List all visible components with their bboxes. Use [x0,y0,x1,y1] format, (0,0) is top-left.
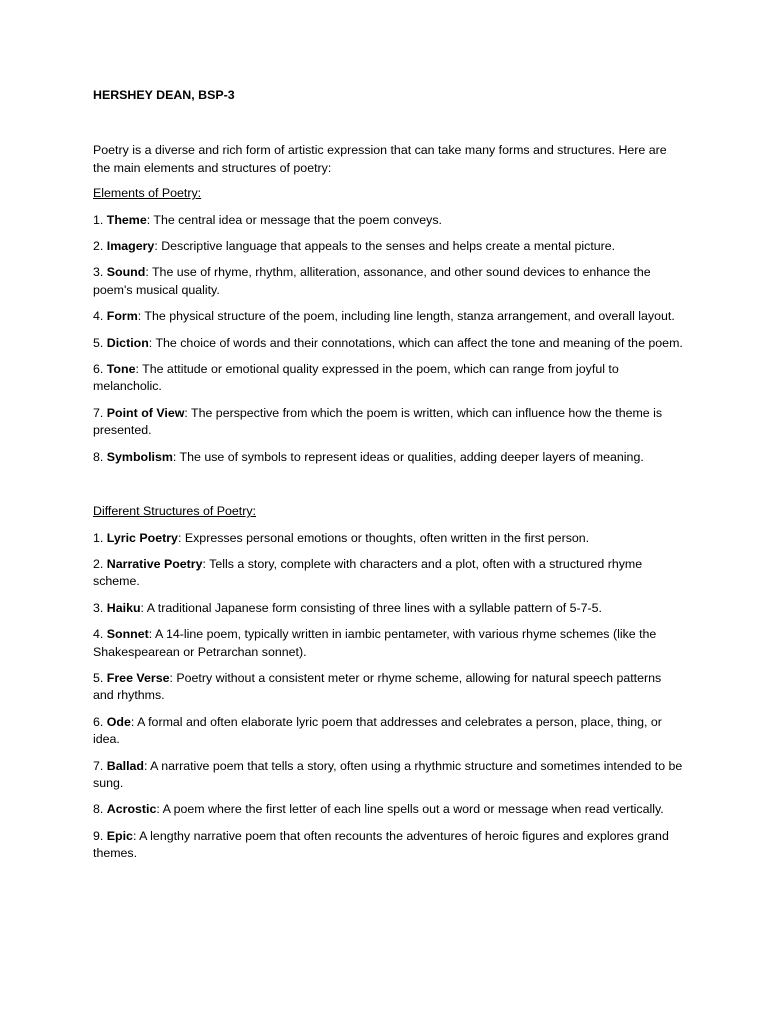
item-description: : Poetry without a consistent meter or rhyme scheme, allowing for natural speech patterns and rhythms. [93,670,662,703]
elements-heading: Elements of Poetry: [93,186,202,201]
item-description: : The perspective from which the poem is written, which can influence how the theme is presented. [93,405,663,438]
list-item [93,449,683,466]
list-item [93,238,683,255]
item-term: Diction [106,335,149,350]
section-spacer [93,475,683,503]
item-description: : The use of symbols to represent ideas or qualities, adding deeper layers of meaning. [172,449,644,464]
intro-paragraph: Poetry is a diverse and rich form of artistic expression that can take many forms and structures. Here are the main elements and structures of poetry: [93,143,667,175]
list-item [93,212,683,229]
list-item [93,714,683,749]
list-item [93,308,683,325]
item-description: : The use of rhyme, rhythm, alliteration, assonance, and other sound devices to enhance the poem's musical quality. [93,265,651,297]
item-description: : The choice of words and their connotations, which can affect the tone and meaning of the poem. [148,335,683,350]
item-term: Tone [106,362,136,377]
item-term: Theme [106,212,147,227]
item-term: Sound [106,265,146,280]
list-item [93,758,683,793]
list-item [93,264,683,299]
item-number: 7. [93,405,107,420]
elements-list [93,212,683,466]
item-term: Epic [106,828,133,843]
item-number: 2. [93,239,107,254]
item-number: 5. [93,670,107,685]
item-description: : A narrative poem that tells a story, often using a rhythmic structure and sometimes intended to be sung. [93,758,683,790]
item-term: Sonnet [106,627,149,642]
list-item [93,361,683,396]
list-item [93,600,683,617]
item-description: : Tells a story, complete with characters and a plot, often with a structured rhyme scheme. [93,556,643,589]
item-description: : The attitude or emotional quality expressed in the poem, which can range from joyful to melancholic. [93,362,619,394]
item-number: 4. [93,309,107,324]
document-page [93,87,683,872]
item-description: : Descriptive language that appeals to the senses and helps create a mental picture. [154,239,616,254]
structures-list [93,530,683,863]
item-term: Symbolism [106,449,173,464]
item-description: : A 14-line poem, typically written in iambic pentameter, with various rhyme schemes (like the Shakespearean or Petrarchan sonnet). [93,627,657,659]
item-number: 7. [93,758,107,773]
list-item [93,335,683,352]
item-description: : A formal and often elaborate lyric poem that addresses and celebrates a person, place, thing, or idea. [93,714,662,747]
list-item [93,405,683,440]
item-number: 5. [93,335,107,350]
structures-heading: Different Structures of Poetry: [93,504,256,519]
list-item [93,556,683,591]
item-description: : The physical structure of the poem, including line length, stanza arrangement, and overall layout. [137,309,675,324]
item-term: Ballad [106,758,144,773]
item-term: Ode [106,714,131,729]
item-term: Narrative Poetry [106,556,203,571]
item-number: 1. [93,212,107,227]
list-item [93,670,683,705]
list-item [93,801,683,818]
item-term: Haiku [106,600,141,615]
item-number: 8. [93,802,107,817]
list-item [93,530,683,547]
item-number: 3. [93,600,107,615]
item-term: Free Verse [106,670,170,685]
item-number: 6. [93,714,107,729]
item-term: Imagery [106,239,155,254]
item-description: : A traditional Japanese form consisting of three lines with a syllable pattern of 5-7-5. [140,600,602,615]
item-term: Acrostic [106,802,157,817]
item-number: 8. [93,449,107,464]
item-number: 2. [93,556,107,571]
author-line: HERSHEY DEAN, BSP-3 [93,88,235,102]
item-number: 1. [93,530,107,545]
item-description: : A lengthy narrative poem that often recounts the adventures of heroic figures and explores grand themes. [93,828,669,861]
item-term: Lyric Poetry [106,530,178,545]
item-description: : Expresses personal emotions or thoughts, often written in the first person. [177,530,590,545]
item-number: 9. [93,828,107,843]
item-term: Form [106,309,138,324]
item-number: 4. [93,627,107,642]
item-number: 3. [93,265,107,280]
item-term: Point of View [106,405,185,420]
list-item [93,626,683,661]
item-description: : The central idea or message that the poem conveys. [146,212,442,227]
item-number: 6. [93,362,107,377]
item-description: : A poem where the first letter of each line spells out a word or message when read vertically. [156,802,664,817]
list-item [93,828,683,863]
